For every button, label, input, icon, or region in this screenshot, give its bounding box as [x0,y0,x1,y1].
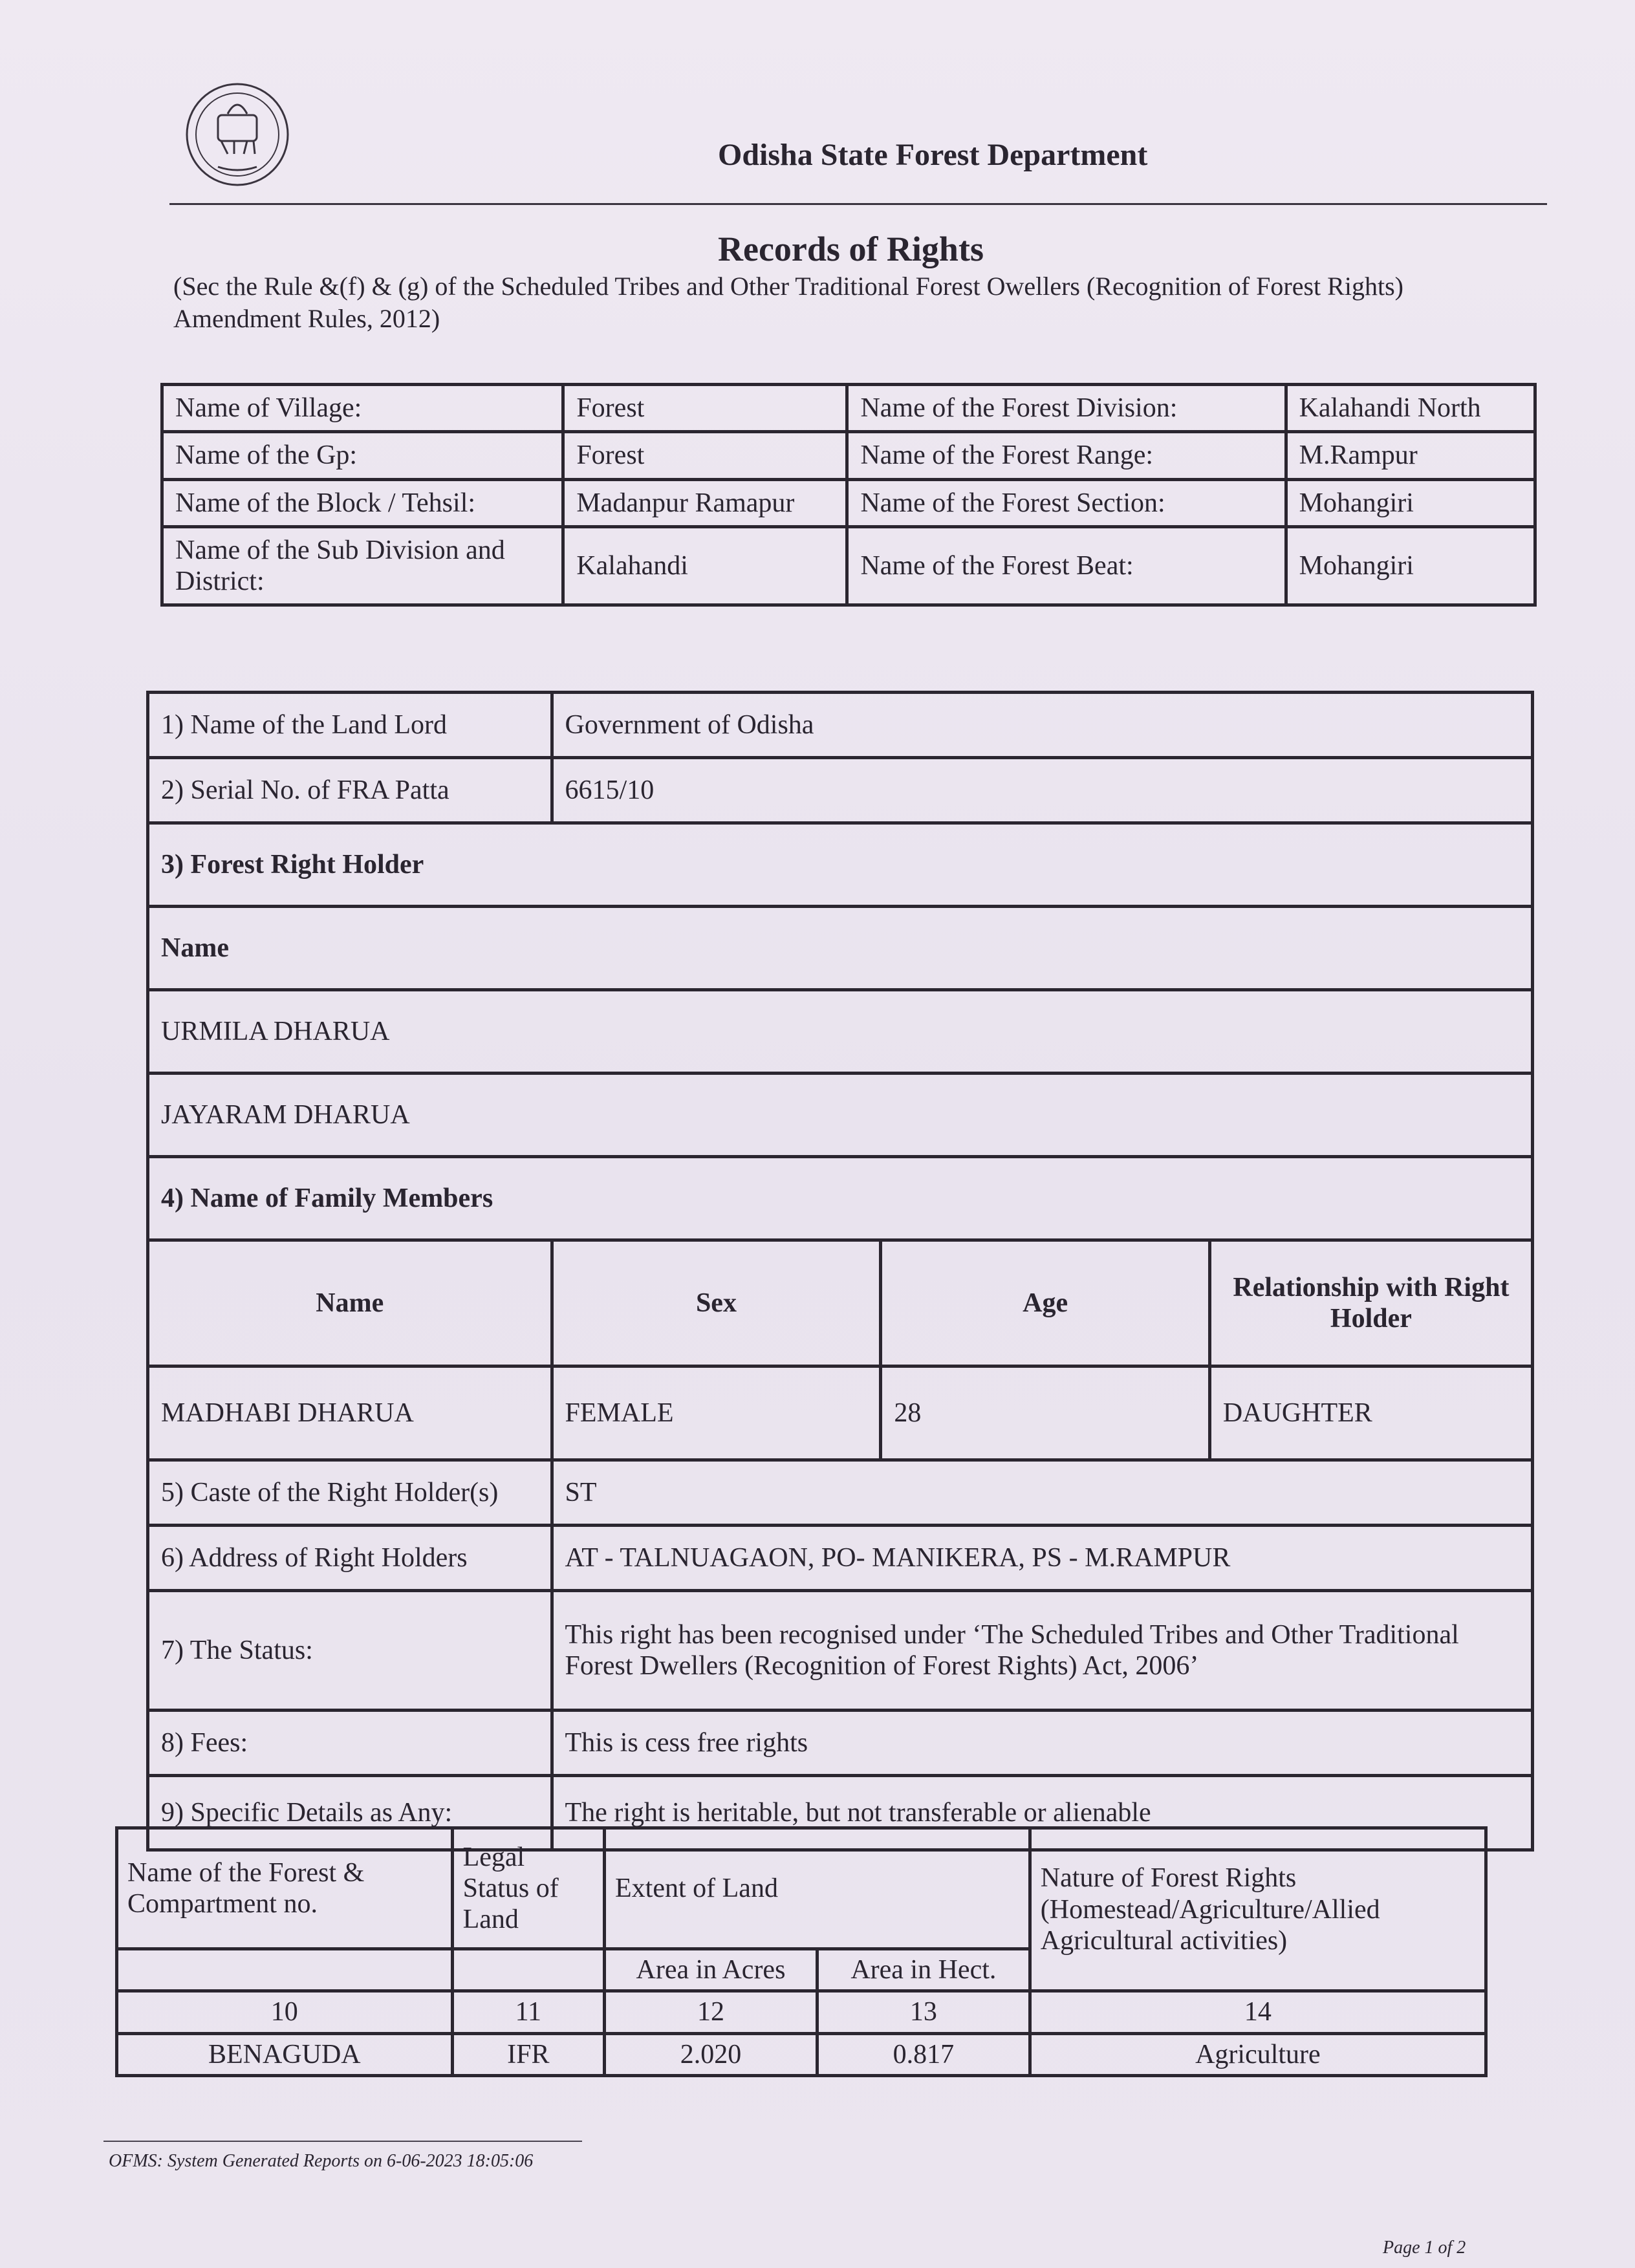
generated-timestamp: OFMS: System Generated Reports on 6-06-2023 18:05:06 [109,2151,534,2171]
village-label: Name of Village: [162,385,563,432]
holder-name-row: JAYARAM DHARUA [148,1074,1533,1157]
legal-status-header: Legal Status of Land [452,1828,604,1949]
area-hect-header: Area in Hect. [817,1949,1030,1991]
column-number: 14 [1030,1991,1486,2033]
holder-name-row: URMILA DHARUA [148,990,1533,1074]
forest-name-value: BENAGUDA [117,2033,453,2075]
legal-status-value: IFR [452,2033,604,2075]
subdivision-value: Kalahandi [563,526,847,605]
family-members-heading: 4) Name of Family Members [148,1157,1533,1240]
family-col-relationship: Relationship with Right Holder [1209,1240,1532,1366]
subdivision-label: Name of the Sub Division and District: [162,526,563,605]
forest-range-label: Name of the Forest Range: [847,432,1286,479]
family-member-name: MADHABI DHARUA [148,1366,552,1460]
fees-value: This is cess free rights [552,1711,1532,1776]
area-hect-value: 0.817 [817,2033,1030,2075]
address-label: 6) Address of Right Holders [148,1526,552,1591]
area-acres-value: 2.020 [605,2033,817,2075]
landlord-value: Government of Odisha [552,693,1532,758]
right-holder-heading: 3) Forest Right Holder [148,823,1533,907]
holder-name-heading: Name [148,907,1533,990]
forest-beat-label: Name of the Forest Beat: [847,526,1286,605]
status-value [552,1591,1532,1711]
fra-serial-label: 2) Serial No. of FRA Patta [148,758,552,823]
column-number: 13 [817,1991,1030,2033]
empty-cell [117,1949,453,1991]
rights-details-table [146,691,1534,1852]
block-label: Name of the Block / Tehsil: [162,479,563,526]
forest-division-value: Kalahandi North [1286,385,1535,432]
location-details-table [160,383,1537,607]
family-col-age: Age [881,1240,1209,1366]
column-number: 11 [452,1991,604,2033]
family-col-sex: Sex [552,1240,881,1366]
odisha-emblem-seal [182,70,292,199]
landlord-label: 1) Name of the Land Lord [148,693,552,758]
forest-compartment-header: Name of the Forest & Compartment no. [117,1828,453,1949]
forest-section-value: Mohangiri [1286,479,1535,526]
nature-of-rights-header: Nature of Forest Rights (Homestead/Agriculture/Allied Agricultural activities) [1030,1828,1486,1991]
footer-divider [103,2141,582,2142]
forest-range-value: M.Rampur [1286,432,1535,479]
land-details-table [115,1826,1488,2077]
village-value: Forest [563,385,847,432]
family-member-relationship: DAUGHTER [1209,1366,1532,1460]
fra-serial-value: 6615/10 [552,758,1532,823]
document-title: Records of Rights [718,230,984,268]
page-number: Page 1 of 2 [1383,2238,1466,2258]
document-subtitle: (Sec the Rule &(f) & (g) of the Scheduled Tribes and Other Traditional Forest Owellers (Recognition of Forest Rights) Amendment Rules, 2012) [173,272,1403,333]
family-member-sex: FEMALE [552,1366,881,1460]
forest-section-label: Name of the Forest Section: [847,479,1286,526]
nature-of-rights-value: Agriculture [1030,2033,1486,2075]
extent-of-land-header: Extent of Land [605,1828,1030,1949]
family-col-name: Name [148,1240,552,1366]
header-divider [169,203,1547,205]
status-line: This right has been recognised under ‘The Scheduled Tribes and Other Traditional [565,1619,1459,1650]
gp-value: Forest [563,432,847,479]
forest-beat-value: Mohangiri [1286,526,1535,605]
status-label: 7) The Status: [148,1591,552,1711]
column-number: 12 [605,1991,817,2033]
department-name: Odisha State Forest Department [718,138,1148,172]
specific-details-label: 9) Specific Details as Any: [148,1776,552,1850]
address-value: AT - TALNUAGAON, PO- MANIKERA, PS - M.RAMPUR [552,1526,1532,1591]
forest-division-label: Name of the Forest Division: [847,385,1286,432]
specific-details-value: The right is heritable, but not transferable or alienable [552,1776,1532,1850]
caste-value: ST [552,1460,1532,1526]
empty-cell [452,1949,604,1991]
family-member-age: 28 [881,1366,1209,1460]
column-number: 10 [117,1991,453,2033]
area-acres-header: Area in Acres [605,1949,817,1991]
status-line: Forest Dwellers (Recognition of Forest Rights) Act, 2006’ [565,1651,1199,1681]
block-value: Madanpur Ramapur [563,479,847,526]
gp-label: Name of the Gp: [162,432,563,479]
caste-label: 5) Caste of the Right Holder(s) [148,1460,552,1526]
fees-label: 8) Fees: [148,1711,552,1776]
